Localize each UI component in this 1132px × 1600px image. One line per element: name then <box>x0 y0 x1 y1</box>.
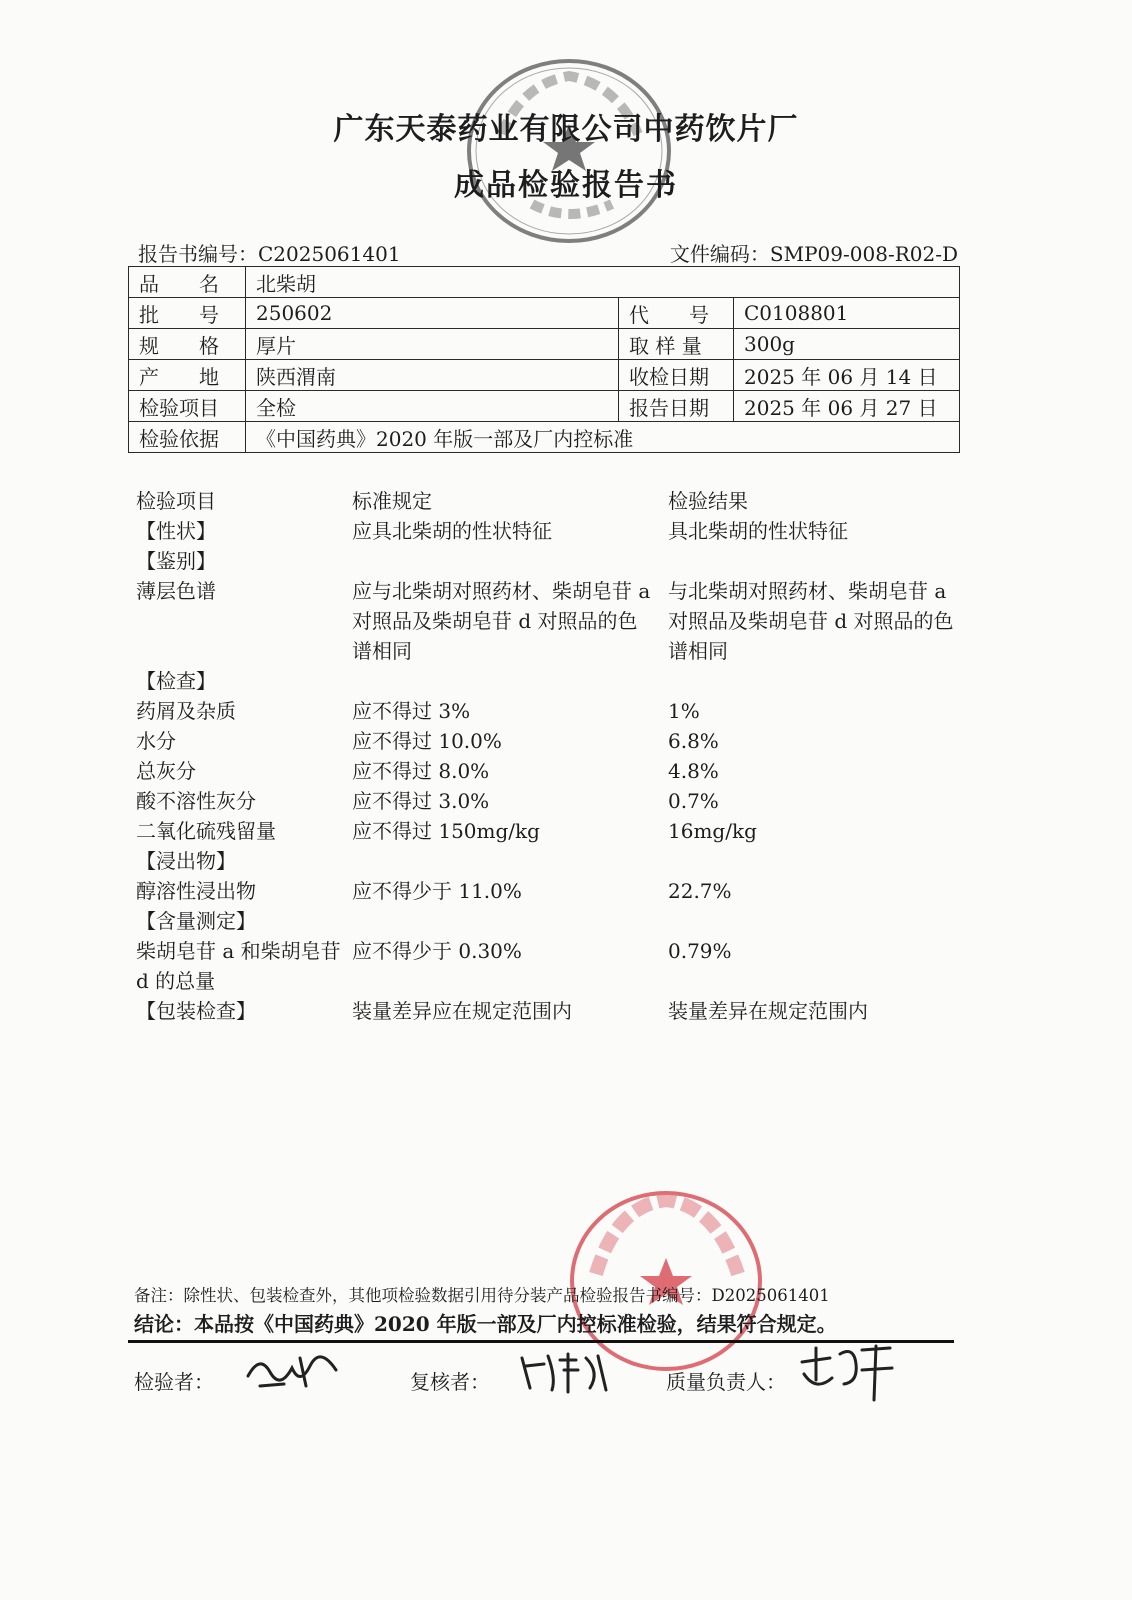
result-item: 二氧化硫残留量 <box>136 819 276 843</box>
result-row <box>136 726 966 756</box>
report-date-label: 报告日期 <box>619 391 734 422</box>
result-row <box>136 846 966 876</box>
result-standard: 装量差异应在规定范围内 <box>352 999 572 1023</box>
result-standard: 应不得过 10.0% <box>352 729 502 753</box>
result-standard: 应不得少于 0.30% <box>352 939 522 963</box>
result-item: 【含量测定】 <box>136 909 256 933</box>
result-standard: 应不得过 3.0% <box>352 789 490 813</box>
result-row <box>136 576 966 666</box>
result-standard: 应具北柴胡的性状特征 <box>352 519 552 543</box>
result-item: 醇溶性浸出物 <box>136 879 256 903</box>
result-standard: 应不得少于 11.0% <box>352 879 522 903</box>
file-code-value: SMP09-008-R02-D <box>769 242 958 266</box>
result-value: 0.7% <box>668 789 719 813</box>
company-title: 广东天泰药业有限公司中药饮片厂 <box>333 112 799 147</box>
origin-label: 产 地 <box>129 360 246 391</box>
result-value: 具北柴胡的性状特征 <box>668 519 848 543</box>
inspector-signature-icon <box>240 1346 350 1396</box>
result-value: 6.8% <box>668 729 719 753</box>
result-row <box>136 516 966 546</box>
meta-row <box>138 238 958 264</box>
result-value: 装量差异在规定范围内 <box>668 999 868 1023</box>
result-item: 【浸出物】 <box>136 849 236 873</box>
report-title: 成品检验报告书 <box>454 168 678 203</box>
report-date-value: 2025 年 06 月 27 日 <box>734 391 960 422</box>
result-row <box>136 816 966 846</box>
result-row <box>136 996 966 1026</box>
receive-date-label: 收检日期 <box>619 360 734 391</box>
table-row <box>129 360 960 391</box>
result-value: 4.8% <box>668 759 719 783</box>
code-value: C0108801 <box>734 298 960 329</box>
reviewer-signature-icon <box>516 1348 612 1396</box>
product-info-table <box>128 266 960 453</box>
basis-value: 《中国药典》2020 年版一部及厂内控标准 <box>246 422 960 453</box>
result-item: 柴胡皂苷 a 和柴胡皂苷 d 的总量 <box>136 939 341 993</box>
result-row <box>136 666 966 696</box>
result-standard: 应与北柴胡对照药材、柴胡皂苷 a 对照品及柴胡皂苷 d 对照品的色谱相同 <box>352 579 651 663</box>
header-result: 检验结果 <box>668 489 748 513</box>
spec-label: 规 格 <box>129 329 246 360</box>
qa-signature-icon <box>796 1340 900 1406</box>
result-value: 22.7% <box>668 879 732 903</box>
inspection-stamp-icon <box>462 54 676 248</box>
qa-label: 质量负责人： <box>666 1370 786 1394</box>
result-value: 16mg/kg <box>668 819 757 843</box>
result-item: 【性状】 <box>136 519 216 543</box>
code-label: 代 号 <box>619 298 734 329</box>
result-row <box>136 936 966 996</box>
result-item: 【鉴别】 <box>136 549 216 573</box>
reviewer-label: 复核者： <box>410 1370 490 1394</box>
result-row <box>136 876 966 906</box>
sample-label: 取 样 量 <box>619 329 734 360</box>
header-standard: 标准规定 <box>352 489 432 513</box>
result-value: 0.79% <box>668 939 732 963</box>
sample-value: 300g <box>734 329 960 360</box>
result-item: 总灰分 <box>136 759 196 783</box>
header-item: 检验项目 <box>136 489 216 513</box>
result-row <box>136 546 966 576</box>
spec-value: 厚片 <box>246 329 619 360</box>
product-name-label: 品 名 <box>129 267 246 298</box>
result-value: 与北柴胡对照药材、柴胡皂苷 a 对照品及柴胡皂苷 d 对照品的色谱相同 <box>668 579 954 663</box>
result-item: 水分 <box>136 729 176 753</box>
result-row <box>136 906 966 936</box>
table-row <box>129 422 960 453</box>
result-standard: 应不得过 3% <box>352 699 471 723</box>
result-item: 【检查】 <box>136 669 216 693</box>
report-number-label: 报告书编号： <box>138 242 258 266</box>
result-row <box>136 756 966 786</box>
result-standard: 应不得过 8.0% <box>352 759 490 783</box>
result-standard: 应不得过 150mg/kg <box>352 819 540 843</box>
table-row <box>129 329 960 360</box>
result-item: 薄层色谱 <box>136 579 216 603</box>
product-name-value: 北柴胡 <box>246 267 960 298</box>
file-code <box>670 238 958 267</box>
result-row <box>136 786 966 816</box>
item-value: 全检 <box>246 391 619 422</box>
results-header <box>136 486 966 516</box>
origin-value: 陕西渭南 <box>246 360 619 391</box>
batch-value: 250602 <box>246 298 619 329</box>
table-row <box>129 391 960 422</box>
result-value: 1% <box>668 699 700 723</box>
result-item: 【包装检查】 <box>136 999 256 1023</box>
batch-label: 批 号 <box>129 298 246 329</box>
remark-note: 备注：除性状、包装检查外，其他项检验数据引用待分装产品检验报告书编号：D2025061401 <box>134 1286 830 1305</box>
inspector-label: 检验者： <box>134 1370 214 1394</box>
report-number-value: C2025061401 <box>258 242 401 266</box>
result-row <box>136 696 966 726</box>
basis-label: 检验依据 <box>129 422 246 453</box>
result-item: 药屑及杂质 <box>136 699 236 723</box>
file-code-label: 文件编码： <box>669 242 770 266</box>
result-item: 酸不溶性灰分 <box>136 789 256 813</box>
results-list <box>136 486 966 1026</box>
conclusion: 结论：本品按《中国药典》2020 年版一部及厂内控标准检验，结果符合规定。 <box>134 1312 837 1336</box>
receive-date-value: 2025 年 06 月 14 日 <box>734 360 960 391</box>
table-row <box>129 298 960 329</box>
table-row <box>129 267 960 298</box>
item-label: 检验项目 <box>129 391 246 422</box>
report-number <box>138 238 401 267</box>
